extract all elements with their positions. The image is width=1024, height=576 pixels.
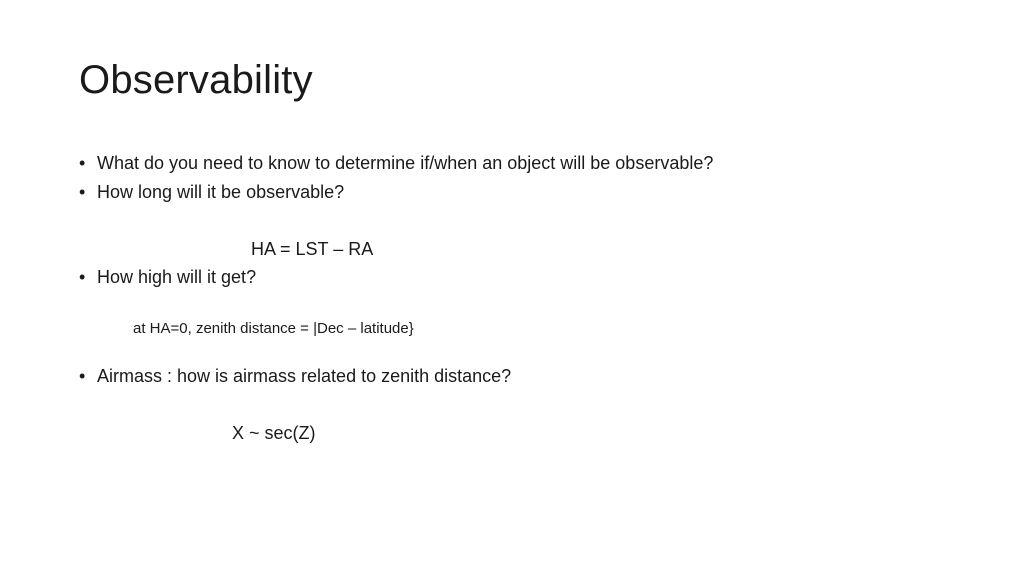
bullet-text: Airmass : how is airmass related to zenith distance? (97, 366, 512, 386)
bullet-dot: • (79, 153, 86, 173)
bullet-dot: • (79, 182, 86, 202)
bullet-item (79, 366, 511, 387)
airmass-formula: X ~ sec(Z) (232, 423, 316, 443)
slide-title: Observability (79, 58, 313, 102)
bullet-dot: • (79, 366, 86, 386)
ha-formula: HA = LST – RA (251, 239, 374, 259)
bullet-text: How long will it be observable? (97, 182, 345, 202)
bullet-text: How high will it get? (97, 267, 257, 287)
bullet-dot: • (79, 267, 86, 287)
bullet-item (79, 182, 344, 203)
bullet-item (79, 153, 713, 174)
bullet-text: What do you need to know to determine if/when an object will be observable? (97, 153, 714, 173)
bullet-item (79, 267, 256, 288)
zenith-distance-note: at HA=0, zenith distance = |Dec – latitude} (133, 320, 414, 337)
